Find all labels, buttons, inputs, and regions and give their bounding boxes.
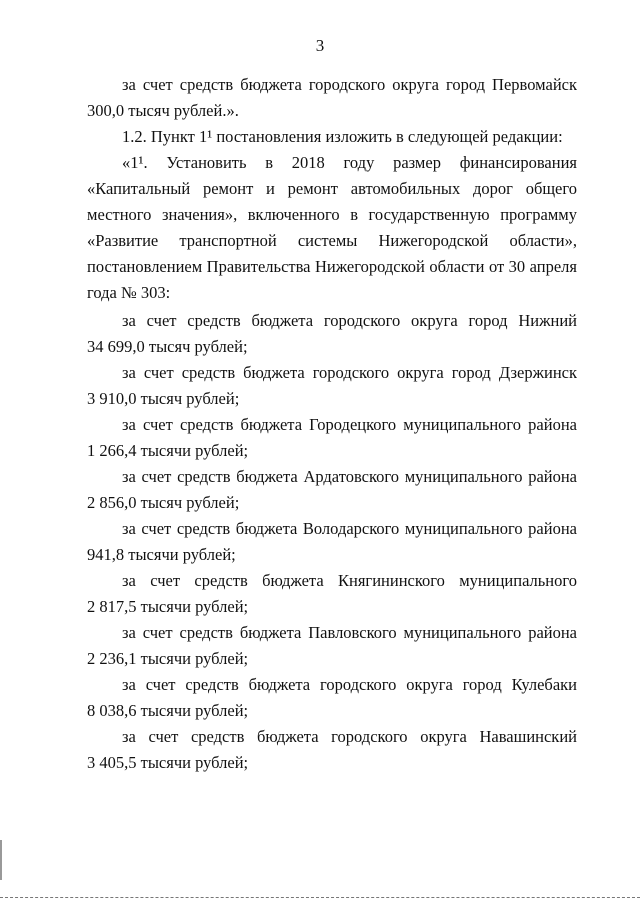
paragraph-line: местного значения», включенного в государственную программу <box>87 205 577 224</box>
paragraph-line: 2 817,5 тысячи рублей; <box>87 597 249 616</box>
paragraph-line: за счет средств бюджета Володарского муниципального района <box>122 519 577 538</box>
paragraph-line: за счет средств бюджета городского округа город Первомайск <box>122 75 577 94</box>
paragraph-line: года № 303: <box>87 283 171 302</box>
paragraph-line: 3 910,0 тысяч рублей; <box>87 389 240 408</box>
paragraph-b5 <box>87 360 577 412</box>
paragraph-line: «Капитальный ремонт и ремонт автомобильных дорог общего <box>87 179 577 198</box>
paragraph-line: за счет средств бюджета Городецкого муниципального района <box>122 415 577 434</box>
paragraph-b10 <box>87 620 577 672</box>
paragraph-line: 2 236,1 тысячи рублей; <box>87 649 249 668</box>
paragraph-b6 <box>87 412 577 464</box>
scan-bottom-edge <box>0 897 640 901</box>
paragraph-line: за счет средств бюджета Княгининского муниципального <box>122 571 577 590</box>
paragraph-line: 34 699,0 тысяч рублей; <box>87 337 248 356</box>
paragraph-line: 1.2. Пункт 1¹ постановления изложить в следующей редакции: <box>122 127 563 146</box>
paragraph-line: 300,0 тысяч рублей.». <box>87 101 239 120</box>
paragraph-b2 <box>87 124 577 150</box>
paragraph-b11 <box>87 672 577 724</box>
paragraph-line: постановлением Правительства Нижегородской области от 30 апреля <box>87 257 577 276</box>
paragraph-line: 941,8 тысячи рублей; <box>87 545 236 564</box>
paragraph-line: за счет средств бюджета городского округа город Нижний <box>122 311 577 330</box>
paragraph-line: 3 405,5 тысячи рублей; <box>87 753 249 772</box>
paragraph-line: 2 856,0 тысяч рублей; <box>87 493 240 512</box>
paragraph-line: «1¹. Установить в 2018 году размер финансирования <box>122 153 577 172</box>
page-number: 3 <box>315 36 325 55</box>
paragraph-line: за счет средств бюджета городского округа Навашинский <box>122 727 577 746</box>
paragraph-b7 <box>87 464 577 516</box>
paragraph-b1 <box>87 72 577 124</box>
paragraph-line: за счет средств бюджета городского округа город Дзержинск <box>122 363 577 382</box>
paragraph-line: «Развитие транспортной системы Нижегородской области», <box>87 231 577 250</box>
paragraph-b8 <box>87 516 577 568</box>
paragraph-b4 <box>87 308 577 360</box>
paragraph-b9 <box>87 568 577 620</box>
paragraph-line: за счет средств бюджета Ардатовского муниципального района <box>122 467 577 486</box>
paragraph-line: 8 038,6 тысячи рублей; <box>87 701 249 720</box>
paragraph-b3 <box>87 150 577 306</box>
scan-margin-mark <box>0 840 2 880</box>
paragraph-line: 1 266,4 тысячи рублей; <box>87 441 249 460</box>
paragraph-line: за счет средств бюджета городского округа город Кулебаки <box>122 675 577 694</box>
paragraph-b12 <box>87 724 577 776</box>
paragraph-line: за счет средств бюджета Павловского муниципального района <box>122 623 577 642</box>
